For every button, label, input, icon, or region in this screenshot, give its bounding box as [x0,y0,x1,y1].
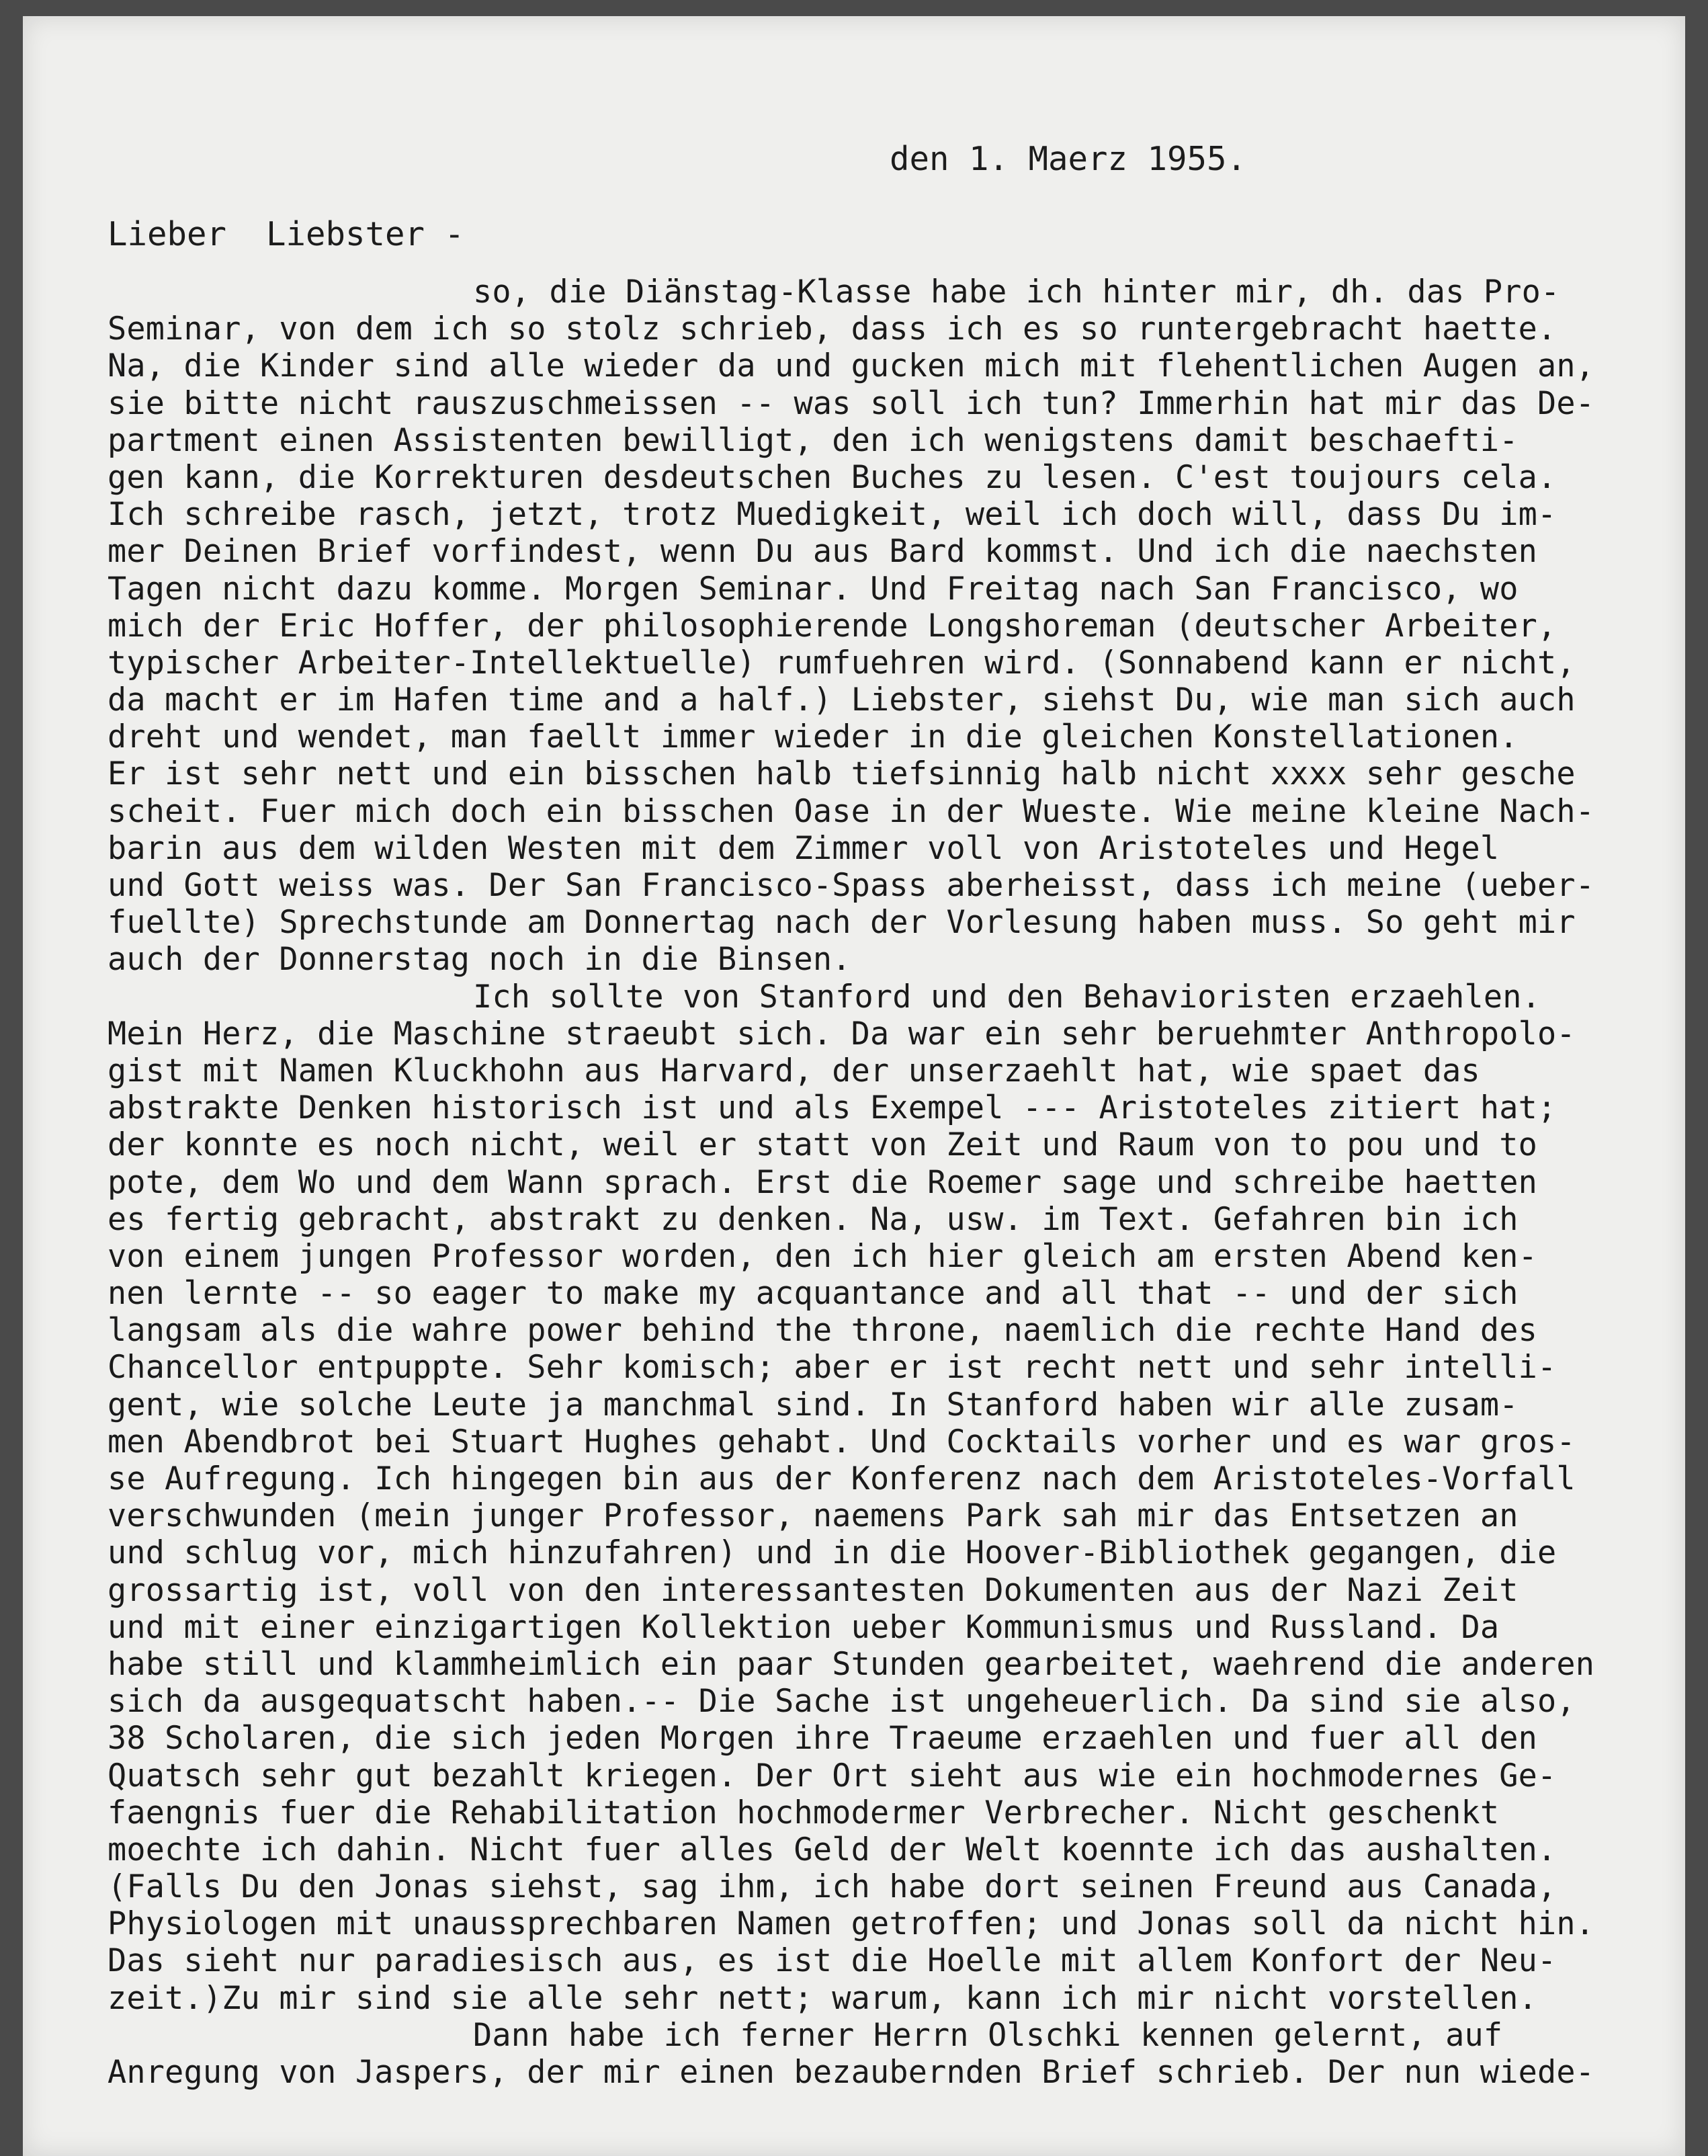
letter-line: Na, die Kinder sind alle wieder da und gucken mich mit flehentlichen Augen an, [108,348,1595,385]
letter-line: Physiologen mit unaussprechbaren Namen getroffen; und Jonas soll da nicht hin. [108,1906,1595,1943]
letter-line: moechte ich dahin. Nicht fuer alles Geld der Welt koennte ich das aushalten. [108,1831,1557,1868]
letter-line: dreht und wendet, man faellt immer wieder in die gleichen Konstellationen. [108,719,1519,756]
letter-line: habe still und klammheimlich ein paar Stunden gearbeitet, waehrend die anderen [108,1646,1595,1683]
letter-line: Ich schreibe rasch, jetzt, trotz Muedigkeit, weil ich doch will, dass Du im- [108,497,1557,534]
letter-line: Tagen nicht dazu komme. Morgen Seminar. Und Freitag nach San Francisco, wo [108,571,1519,608]
letter-line: und mit einer einzigartigen Kollektion ueber Kommunismus und Russland. Da [108,1609,1500,1646]
letter-line: nen lernte -- so eager to make my acquantance and all that -- und der sich [108,1276,1519,1313]
letter-line: sie bitte nicht rauszuschmeissen -- was soll ich tun? Immerhin hat mir das De- [108,385,1595,422]
letter-line: so, die Diänstag-Klasse habe ich hinter mir, dh. das Pro- [473,274,1560,310]
letter-line: und schlug vor, mich hinzufahren) und in die Hoover-Bibliothek gegangen, die [108,1535,1557,1572]
letter-line: faengnis fuer die Rehabilitation hochmodermer Verbrecher. Nicht geschenkt [108,1794,1500,1831]
letter-line: grossartig ist, voll von den interessantesten Dokumenten aus der Nazi Zeit [108,1572,1519,1609]
letter-line: Ich sollte von Stanford und den Behavioristen erzaehlen. [473,979,1541,1015]
letter-line: auch der Donnerstag noch in die Binsen. [108,942,851,979]
letter-line: zeit.)Zu mir sind sie alle sehr nett; warum, kann ich mir nicht vorstellen. [108,1980,1538,2017]
letter-line: se Aufregung. Ich hingegen bin aus der Konferenz nach dem Aristoteles-Vorfall [108,1461,1576,1497]
letter-body [108,274,1680,2091]
letter-line: sich da ausgequatscht haben.-- Die Sache ist ungeheuerlich. Da sind sie also, [108,1684,1576,1720]
letter-line: men Abendbrot bei Stuart Hughes gehabt. Und Cocktails vorher und es war gros- [108,1423,1576,1460]
letter-line: Mein Herz, die Maschine straeubt sich. Da war ein sehr beruehmter Anthropolo- [108,1015,1576,1052]
letter-line: mich der Eric Hoffer, der philosophierende Longshoreman (deutscher Arbeiter, [108,608,1557,645]
letter-line: partment einen Assistenten bewilligt, den ich wenigstens damit beschaefti- [108,422,1519,459]
letter-line: und Gott weiss was. Der San Francisco-Spass aberheisst, dass ich meine (ueber- [108,868,1595,904]
letter-line: typischer Arbeiter-Intellektuelle) rumfuehren wird. (Sonnabend kann er nicht, [108,645,1576,681]
letter-line: Er ist sehr nett und ein bisschen halb tiefsinnig halb nicht xxxx sehr gesche [108,756,1576,793]
letter-line: der konnte es noch nicht, weil er statt von Zeit und Raum von to pou und to [108,1127,1538,1164]
letter-line: fuellte) Sprechstunde am Donnertag nach der Vorlesung haben muss. So geht mir [108,905,1576,942]
letter-line: pote, dem Wo und dem Wann sprach. Erst die Roemer sage und schreibe haetten [108,1164,1538,1201]
letter-line: Das sieht nur paradiesisch aus, es ist die Hoelle mit allem Konfort der Neu- [108,1943,1557,1980]
letter-line: barin aus dem wilden Westen mit dem Zimmer voll von Aristoteles und Hegel [108,830,1500,867]
letter-line: (Falls Du den Jonas siehst, sag ihm, ich habe dort seinen Freund aus Canada, [108,1869,1557,1906]
letter-line: von einem jungen Professor worden, den ich hier gleich am ersten Abend ken- [108,1238,1538,1275]
letter-line: gist mit Namen Kluckhohn aus Harvard, der unserzaehlt hat, wie spaet das [108,1052,1480,1089]
letter-line: gent, wie solche Leute ja manchmal sind. In Stanford haben wir alle zusam- [108,1386,1519,1423]
letter-line: scheit. Fuer mich doch ein bisschen Oase in der Wueste. Wie meine kleine Nach- [108,793,1595,830]
letter-line: gen kann, die Korrekturen desdeutschen Buches zu lesen. C'est toujours cela. [108,459,1557,496]
letter-line: langsam als die wahre power behind the throne, naemlich die rechte Hand des [108,1313,1538,1350]
letter-line: Seminar, von dem ich so stolz schrieb, dass ich es so runtergebracht haette. [108,311,1557,348]
letter-line: mer Deinen Brief vorfindest, wenn Du aus Bard kommst. Und ich die naechsten [108,534,1538,571]
letter-page [23,16,1685,2156]
letter-line: es fertig gebracht, abstrakt zu denken. Na, usw. im Text. Gefahren bin ich [108,1201,1519,1238]
letter-date: den 1. Maerz 1955. [890,140,1247,178]
letter-line: abstrakte Denken historisch ist und als Exempel --- Aristoteles zitiert hat; [108,1090,1557,1127]
letter-line: Chancellor entpuppte. Sehr komisch; aber er ist recht nett und sehr intelli- [108,1350,1557,1386]
letter-line: Quatsch sehr gut bezahlt kriegen. Der Ort sieht aus wie ein hochmodernes Ge- [108,1757,1557,1794]
letter-line: 38 Scholaren, die sich jeden Morgen ihre Traeume erzaehlen und fuer all den [108,1720,1538,1757]
letter-salutation: Lieber Liebster - [108,215,465,253]
letter-line: verschwunden (mein junger Professor, naemens Park sah mir das Entsetzen an [108,1498,1519,1535]
letter-line: Anregung von Jaspers, der mir einen bezaubernden Brief schrieb. Der nun wiede- [108,2055,1595,2091]
letter-line: Dann habe ich ferner Herrn Olschki kennen gelernt, auf [473,2017,1503,2054]
letter-line: da macht er im Hafen time and a half.) Liebster, siehst Du, wie man sich auch [108,682,1576,719]
